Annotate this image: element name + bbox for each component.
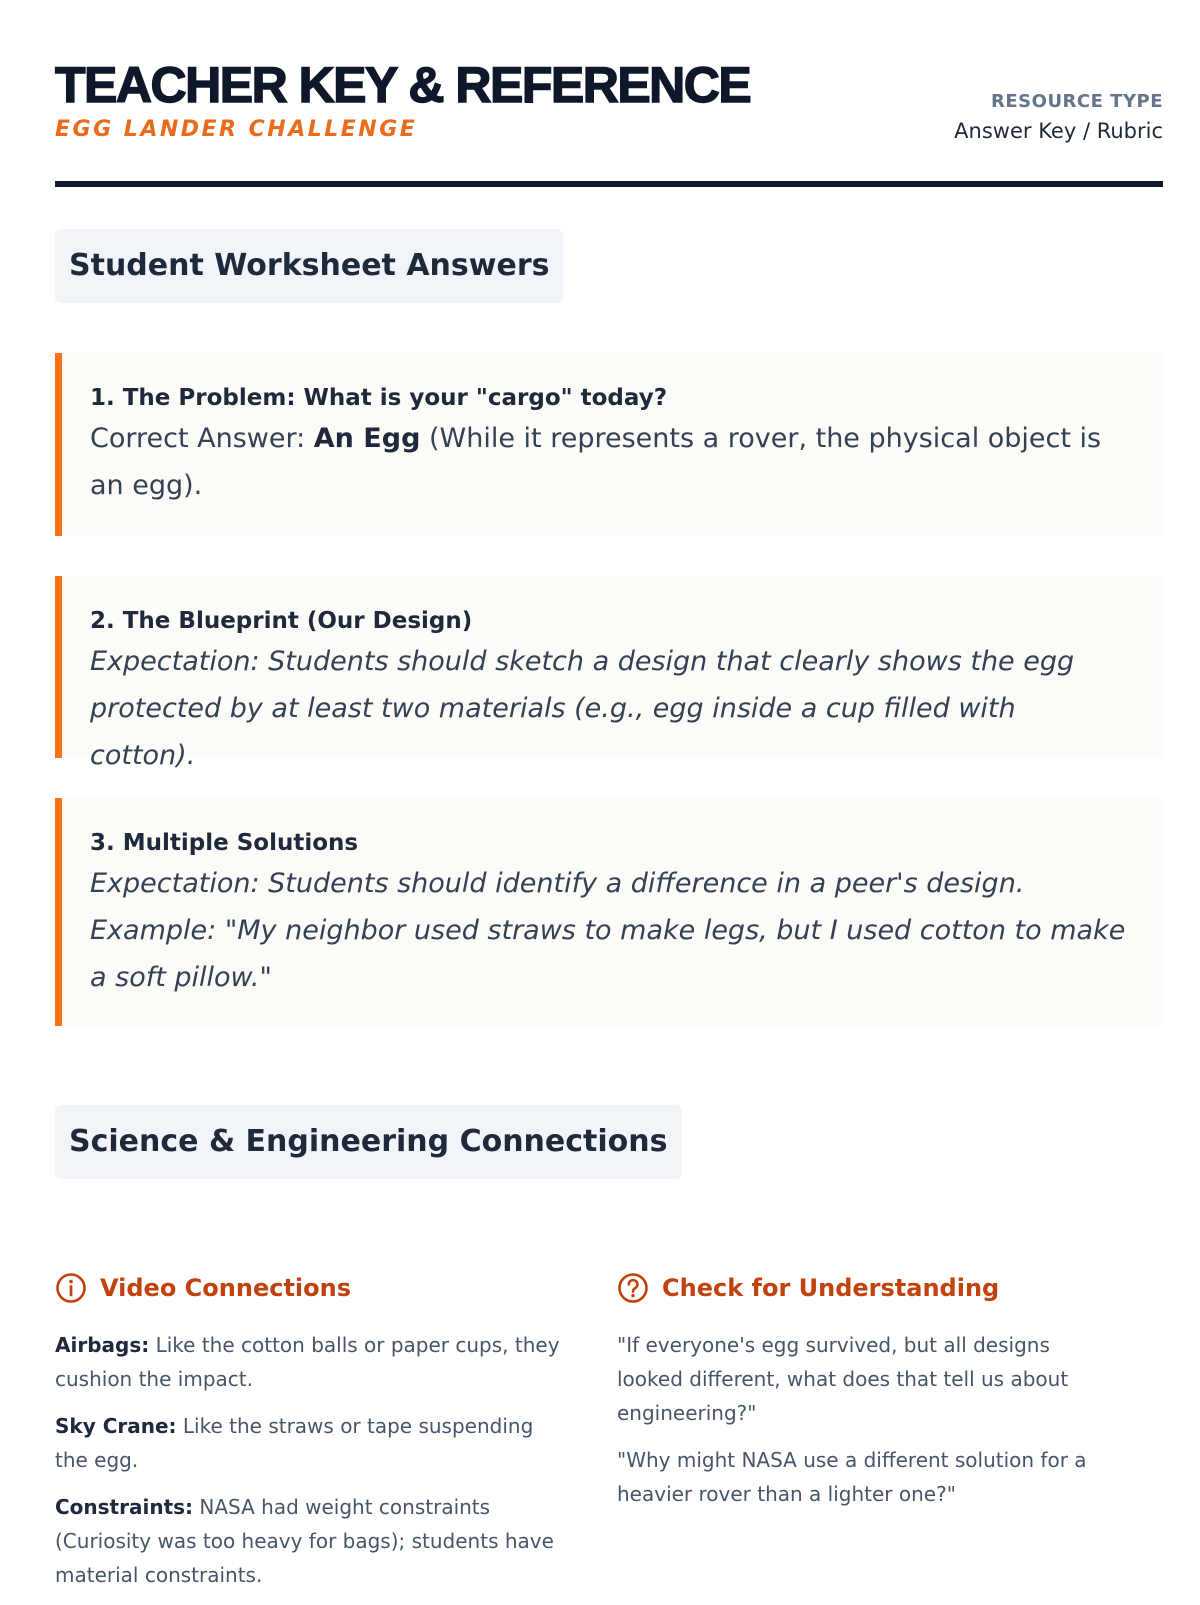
- expectation-3: Expectation: Students should identify a difference in a peer's design. Example: "My neighbor used straws to make legs, but I used cotton to make a soft pillow.": [90, 868, 1126, 993]
- answer-1-rest: (While it represents a rover, the physical object is an egg).: [90, 423, 1102, 501]
- expectation-2: Expectation: Students should sketch a design that clearly shows the egg protected by at least two materials (e.g., egg inside a cup filled with cotton).: [90, 646, 1075, 771]
- resource-type-value: Answer Key / Rubric: [954, 119, 1163, 143]
- document-subtitle: EGG LANDER CHALLENGE: [55, 117, 418, 142]
- connection-item-airbags: [55, 1328, 570, 1396]
- connection-term: Airbags:: [55, 1333, 150, 1357]
- connections-heading: Science & Engineering Connections: [55, 1105, 682, 1179]
- answer-1-key: An Egg: [313, 423, 421, 454]
- connection-item-sky-crane: [55, 1409, 570, 1477]
- resource-type-label: RESOURCE TYPE: [991, 91, 1163, 112]
- video-connections-column: [55, 1268, 570, 1605]
- discussion-question: "If everyone's egg survived, but all designs looked different, what does that tell us about engineering?": [617, 1333, 1069, 1425]
- question-circle-icon: [617, 1272, 649, 1304]
- check-understanding-column: [617, 1268, 1117, 1524]
- video-connections-list: [55, 1328, 570, 1592]
- document-title: TEACHER KEY & REFERENCE: [55, 57, 751, 113]
- worksheet-answers-heading: Student Worksheet Answers: [55, 229, 563, 303]
- check-understanding-header: [617, 1268, 1117, 1308]
- question-1: 1. The Problem: What is your "cargo" today?: [90, 385, 668, 411]
- check-understanding-list: [617, 1328, 1117, 1511]
- answer-card-2: [55, 576, 1163, 771]
- document-header: [55, 55, 1163, 187]
- connection-text: Like the straws or tape suspending the egg.: [55, 1414, 534, 1472]
- check-understanding-title: Check for Understanding: [662, 1274, 1000, 1302]
- discussion-question: "Why might NASA use a different solution for a heavier rover than a lighter one?": [617, 1448, 1087, 1506]
- answer-1: [90, 415, 1129, 509]
- connection-text: Like the cotton balls or paper cups, they cushion the impact.: [55, 1333, 560, 1391]
- question-3: 3. Multiple Solutions: [90, 830, 359, 856]
- connection-term: Constraints:: [55, 1495, 194, 1519]
- answer-card-3: [55, 798, 1163, 1026]
- connection-item-constraints: [55, 1490, 570, 1592]
- connection-text: NASA had weight constraints (Curiosity was too heavy for bags); students have material constraints.: [55, 1495, 554, 1587]
- connection-term: Sky Crane:: [55, 1414, 177, 1438]
- info-circle-icon: [55, 1272, 87, 1304]
- question-2: 2. The Blueprint (Our Design): [90, 608, 473, 634]
- video-connections-header: [55, 1268, 570, 1308]
- answer-card-1: [55, 353, 1163, 536]
- video-connections-title: Video Connections: [100, 1274, 352, 1302]
- answer-1-prefix: Correct Answer:: [90, 423, 314, 454]
